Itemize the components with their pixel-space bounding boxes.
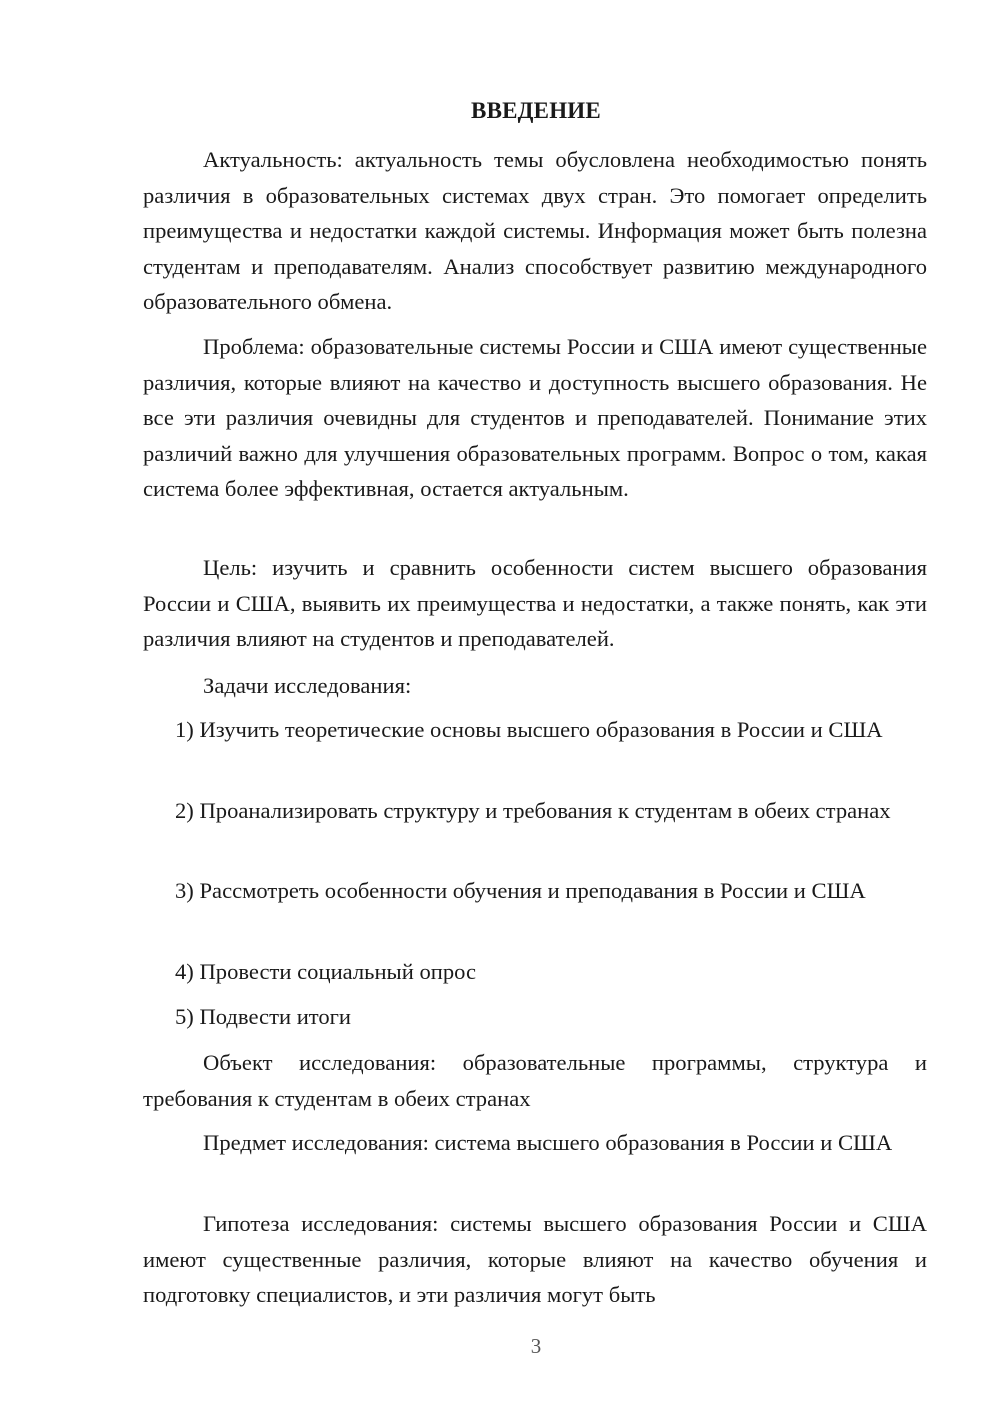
paragraph-goal: Цель: изучить и сравнить особенности систем высшего образования России и США, выявить их преимущества и недостатки, а также понять, как эти различия влияют на студентов и преподавателей. [143, 555, 927, 651]
page-number: 3 [530, 1334, 542, 1358]
section-title: ВВЕДЕНИЕ [471, 98, 601, 123]
list-item-task-4: 4) Провести социальный опрос [175, 959, 477, 984]
list-item-task-2: 2) Проанализировать структуру и требования к студентам в обеих странах [175, 798, 891, 823]
list-item-task-3: 3) Рассмотреть особенности обучения и преподавания в России и США [175, 878, 866, 903]
list-item-task-5: 5) Подвести итоги [175, 1004, 352, 1029]
paragraph-relevance: Актуальность: актуальность темы обусловлена необходимостью понять различия в образовательных системах двух стран. Это помогает определить преимущества и недостатки каждой системы. Информация может быть полезна студентам и преподавателям. Анализ способствует развитию международного образовательного обмена. [143, 147, 927, 314]
paragraph-hypothesis: Гипотеза исследования: системы высшего образования России и США имеют существенные различия, которые влияют на качество обучения и подготовку специалистов, и эти различия могут быть [143, 1211, 927, 1307]
list-item-task-1: 1) Изучить теоретические основы высшего образования в России и США [175, 717, 883, 742]
paragraph-problem: Проблема: образовательные системы России и США имеют существенные различия, которые влияют на качество и доступность высшего образования. Не все эти различия очевидны для студентов и преподавателей. Понимание этих различий важно для улучшения образовательных программ. Вопрос о том, какая система более эффективная, остается актуальным. [143, 334, 927, 501]
paragraph-object: Объект исследования: образовательные программы, структура и требования к студентам в обеих странах [143, 1050, 927, 1111]
paragraph-subject: Предмет исследования: система высшего образования в России и США [203, 1130, 893, 1155]
tasks-heading: Задачи исследования: [203, 673, 412, 698]
